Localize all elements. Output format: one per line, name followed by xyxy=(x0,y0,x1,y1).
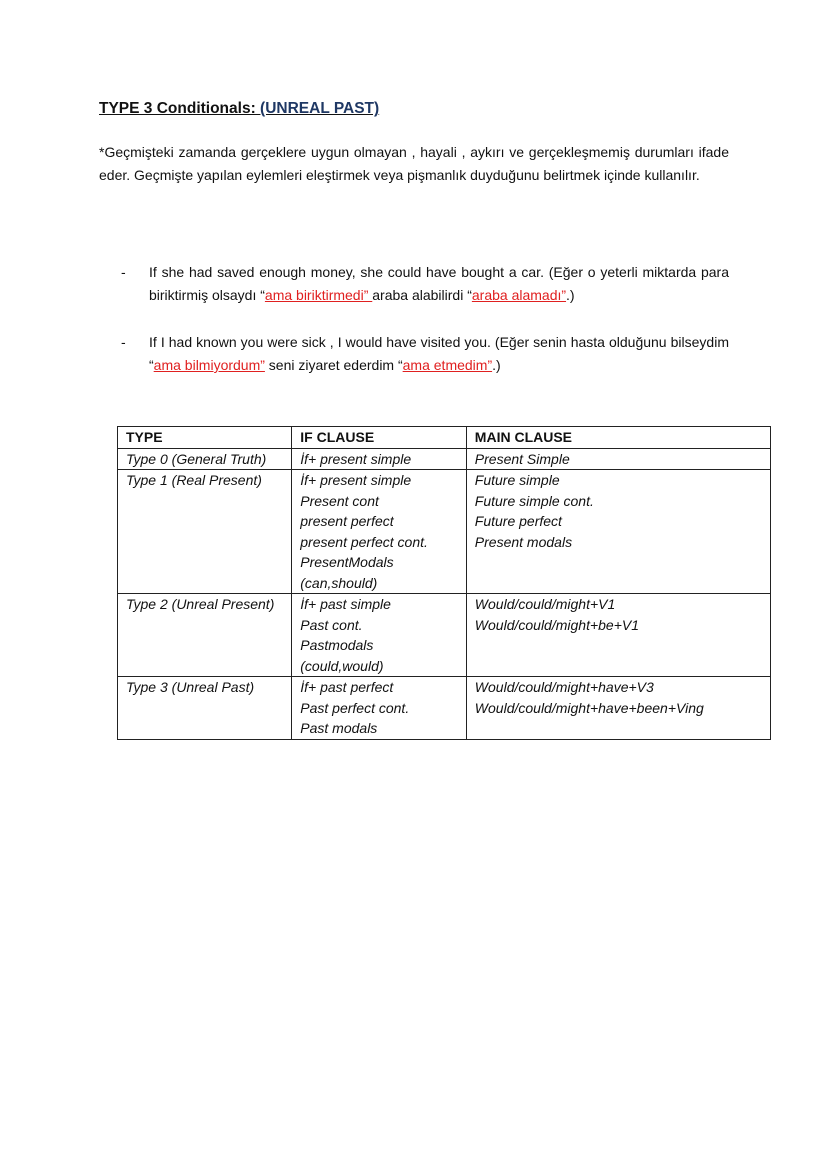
highlight-text: ama biriktirmedi” xyxy=(264,287,373,303)
type-cell xyxy=(118,448,292,470)
cell-word: Present xyxy=(300,554,349,570)
cell-text: Would/could/might+V1 xyxy=(474,596,616,612)
cell-text: Would/could/might+have+V3 xyxy=(474,679,654,695)
table-header-row xyxy=(118,427,771,449)
header-if-clause: IF CLAUSE xyxy=(292,427,467,449)
if-clause-cell xyxy=(292,677,467,740)
table-row xyxy=(118,448,771,470)
cell-text: Present cont xyxy=(300,492,379,509)
type-cell xyxy=(118,594,292,677)
table-row xyxy=(118,470,771,594)
example-text: If I had known you were sick , I would have visited you. (Eğer senin hasta olduğunu bilseydim “ xyxy=(149,334,729,373)
title-main: TYPE 3 Conditionals: xyxy=(99,100,261,117)
cell-text: Would/could/might+have+been+Ving xyxy=(474,699,704,716)
if-clause-cell xyxy=(292,448,467,470)
cell-text: İf+ present simple xyxy=(300,450,412,467)
main-clause-cell xyxy=(466,677,770,740)
cell-text: (can,should) xyxy=(300,574,378,591)
main-clause-cell xyxy=(466,448,770,470)
cell-text-justified xyxy=(300,635,458,656)
cell-text: Past cont. xyxy=(300,616,363,633)
example-text: If she had saved enough money, she could have bought a car. (Eğer o yeterli miktarda para biriktirmiş olsaydı “ xyxy=(149,264,729,303)
highlight-text: araba alamadı” xyxy=(471,287,567,303)
cell-text: Future simple xyxy=(474,472,560,488)
cell-text: Would/could/might+be+V1 xyxy=(474,616,640,633)
list-item xyxy=(121,261,729,307)
type-cell xyxy=(118,677,292,740)
bullet-dash: - xyxy=(121,264,126,280)
table-row xyxy=(118,677,771,740)
title-accent: (UNREAL PAST) xyxy=(260,100,380,117)
cell-text: Future simple cont. xyxy=(474,492,594,509)
example-text: .) xyxy=(566,287,575,303)
main-clause-cell xyxy=(466,470,770,594)
if-clause-cell xyxy=(292,470,467,594)
cell-text: Type 3 (Unreal Past) xyxy=(126,679,255,695)
cell-text: present perfect xyxy=(300,513,394,529)
page-title xyxy=(99,100,379,118)
cell-text: İf+ past simple xyxy=(300,596,391,612)
table-row xyxy=(118,594,771,677)
example-text: seni ziyaret ederdim “ xyxy=(264,357,403,373)
bullet-dash: - xyxy=(121,334,126,350)
header-type: TYPE xyxy=(118,427,292,449)
type-cell xyxy=(118,470,292,594)
example-text: .) xyxy=(492,357,501,373)
intro-paragraph: *Geçmişteki zamanda gerçeklere uygun olmayan , hayali , aykırı ve gerçekleşmemiş durumları ifade eder. Geçmişte yapılan eylemleri eleştirmek veya pişmanlık duyduğunu belirtmek içinde kullanılır. xyxy=(99,144,729,183)
cell-text: Past perfect cont. xyxy=(300,699,410,716)
conditionals-table xyxy=(117,426,771,740)
cell-text: Past modals xyxy=(300,720,378,736)
cell-text: İf+ present simple xyxy=(300,472,412,488)
cell-text: Present modals xyxy=(474,533,573,550)
highlight-text: ama etmedim” xyxy=(402,357,493,373)
example-list xyxy=(121,261,729,377)
cell-text: (could,would) xyxy=(300,657,384,674)
example-text: araba alabilirdi “ xyxy=(372,287,472,303)
cell-word: modals xyxy=(328,637,374,653)
cell-word: Modals xyxy=(348,554,394,570)
cell-text: Present Simple xyxy=(474,450,570,467)
cell-text: Type 2 (Unreal Present) xyxy=(126,596,275,612)
highlight-text: ama bilmiyordum” xyxy=(153,357,265,373)
cell-text: present perfect cont. xyxy=(300,533,428,550)
main-clause-cell xyxy=(466,594,770,677)
cell-text: İf+ past perfect xyxy=(300,679,394,695)
cell-text-justified xyxy=(300,552,458,573)
cell-text: Future perfect xyxy=(474,513,562,529)
header-main-clause: MAIN CLAUSE xyxy=(466,427,770,449)
cell-text: Type 0 (General Truth) xyxy=(126,450,267,467)
cell-word: Past xyxy=(300,637,329,653)
if-clause-cell xyxy=(292,594,467,677)
cell-text: Type 1 (Real Present) xyxy=(126,472,262,488)
list-item xyxy=(121,331,729,377)
